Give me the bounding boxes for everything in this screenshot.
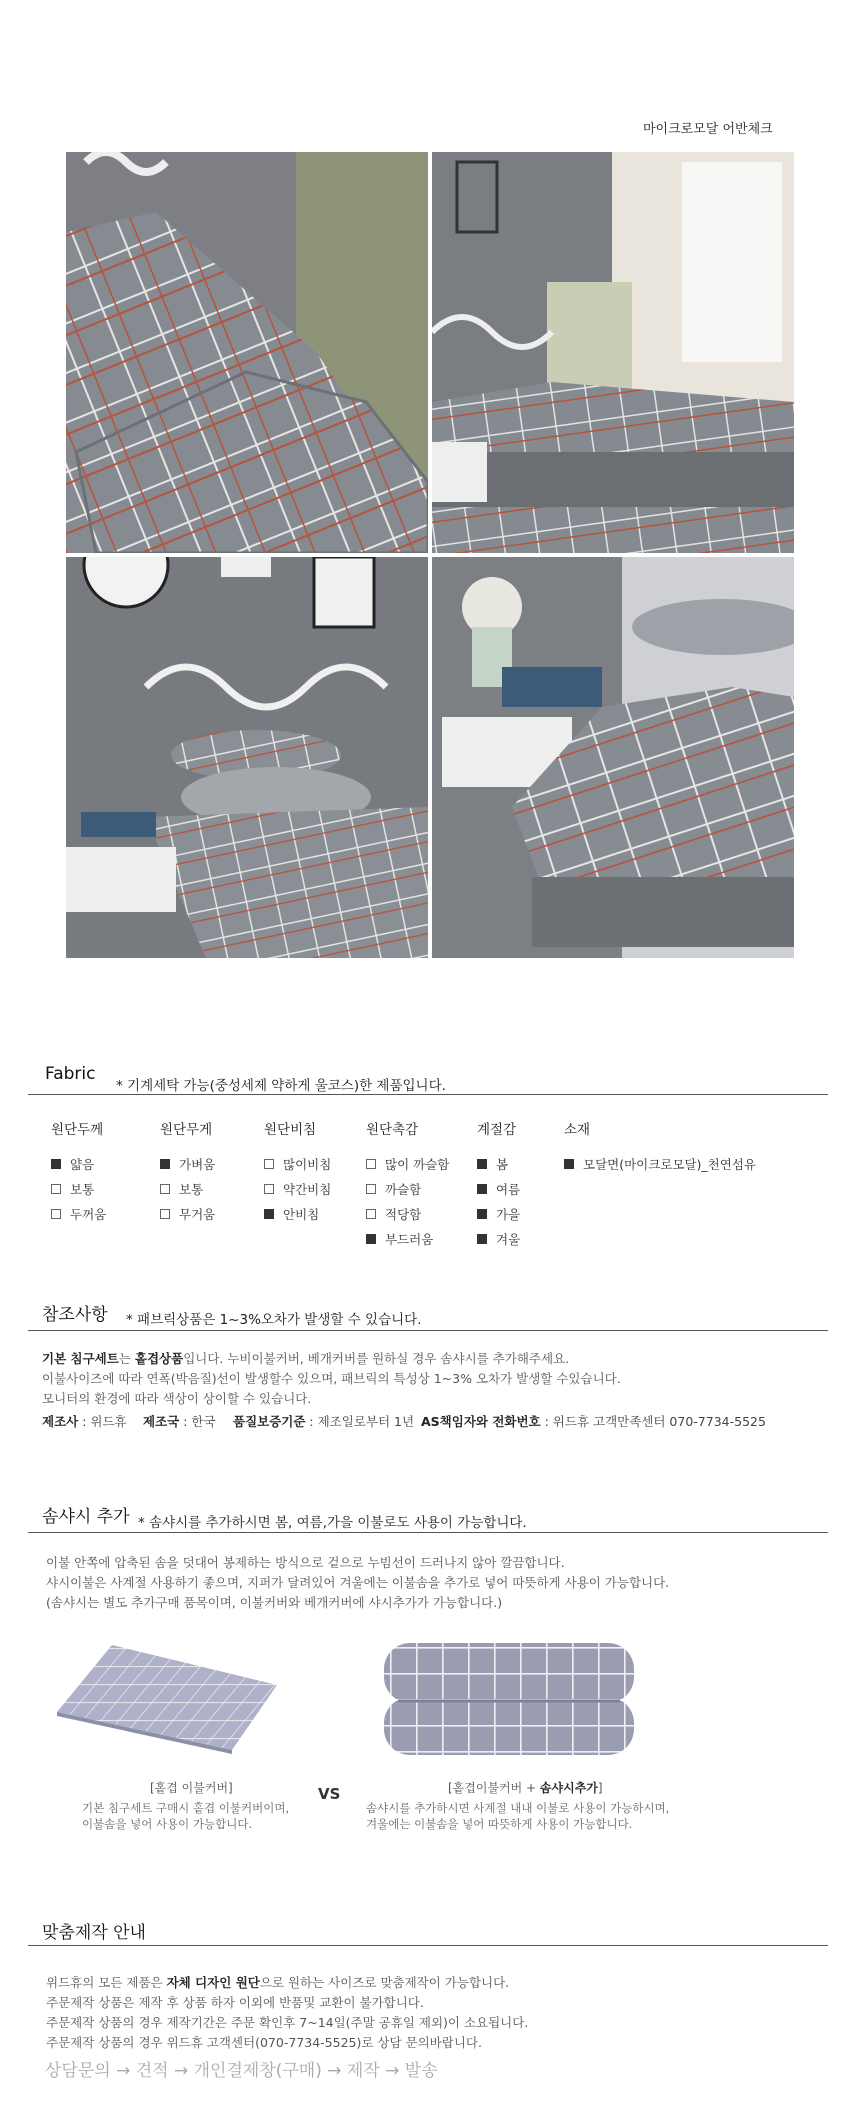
checkbox-empty <box>366 1209 376 1219</box>
col-header-weight: 원단무게 <box>160 1122 213 1138</box>
option-weight-normal: 보통 <box>160 1180 203 1198</box>
fabric-note: * 기계세탁 가능(중성세제 약하게 울코스)한 제품입니다. <box>116 1078 446 1094</box>
option-season-autumn: 가을 <box>477 1205 520 1223</box>
option-texture-soft: 부드러움 <box>366 1230 433 1248</box>
checkbox-empty <box>366 1184 376 1194</box>
reference-line-2: 이불사이즈에 따라 연폭(박음질)선이 발생할수 있으며, 패브릭의 특성상 1~3% 오차가 발생할 수있습니다. <box>42 1371 621 1386</box>
checkbox-empty <box>160 1209 170 1219</box>
reference-divider <box>28 1330 828 1331</box>
photo-bed-window <box>432 152 794 553</box>
desc-sash-cover-2: 겨울에는 이불솜을 넣어 따뜻하게 사용이 가능합니다. <box>366 1817 633 1831</box>
col-header-thickness: 원단두께 <box>51 1122 104 1138</box>
sash-line-1: 이불 안쪽에 압축된 솜을 덧대어 봉제하는 방식으로 겉으로 누빔선이 드러나지 않아 깔끔합니다. <box>46 1555 565 1570</box>
option-sheer-slight: 약간비침 <box>264 1180 331 1198</box>
col-header-texture: 원단촉감 <box>366 1122 419 1138</box>
option-thickness-normal: 보통 <box>51 1180 94 1198</box>
fabric-divider <box>28 1094 828 1095</box>
option-season-summer: 여름 <box>477 1180 520 1198</box>
reference-note: * 패브릭상품은 1~3%오차가 발생할 수 있습니다. <box>126 1312 422 1328</box>
checkbox-empty <box>264 1184 274 1194</box>
checkbox-checked <box>477 1209 487 1219</box>
option-season-winter: 겨울 <box>477 1230 520 1248</box>
meta-manufacturer: 제조사 : 위드휴 <box>42 1414 127 1429</box>
checkbox-checked <box>51 1159 61 1169</box>
option-material-modal: 모달면(마이크로모달)_천연섬유 <box>564 1155 756 1173</box>
option-season-spring: 봄 <box>477 1155 508 1173</box>
reference-line-3: 모니터의 환경에 따라 색상이 상이할 수 있습니다. <box>42 1391 312 1406</box>
checkbox-checked <box>477 1184 487 1194</box>
checkbox-empty <box>51 1184 61 1194</box>
checkbox-empty <box>160 1184 170 1194</box>
checkbox-empty <box>51 1209 61 1219</box>
meta-warranty: 품질보증기준 : 제조일로부터 1년 <box>233 1414 415 1429</box>
checkbox-checked <box>477 1234 487 1244</box>
custom-line-2: 주문제작 상품은 제작 후 상품 하자 이외에 반품및 교환이 불가합니다. <box>46 1995 424 2010</box>
fabric-title: Fabric <box>45 1064 96 1084</box>
sash-note: * 솜샤시를 추가하시면 봄, 여름,가을 이불로도 사용이 가능합니다. <box>138 1515 527 1531</box>
checkbox-empty <box>264 1159 274 1169</box>
sash-title: 솜샤시 추가 <box>42 1507 130 1527</box>
product-name: 마이크로모달 어반체크 <box>643 122 773 137</box>
sash-divider <box>28 1532 828 1533</box>
photo-bed-clock <box>66 557 428 958</box>
option-thickness-thick: 두꺼움 <box>51 1205 106 1223</box>
vs-label: VS <box>318 1785 341 1803</box>
photo-bed-side <box>432 557 794 958</box>
custom-line-1: 위드휴의 모든 제품은 자체 디자인 원단으로 원하는 사이즈로 맞춤제작이 가능합니다. <box>46 1975 510 1990</box>
caption-sash-cover: [홑겹이불커버 + 솜샤시추가] <box>448 1781 603 1795</box>
option-sheer-none: 안비침 <box>264 1205 319 1223</box>
sash-line-2: 샤시이불은 사계절 사용하기 좋으며, 지퍼가 달려있어 겨울에는 이불솜을 추가로 넣어 따뜻하게 사용이 가능합니다. <box>46 1575 670 1590</box>
image-sash-quilt <box>378 1635 640 1760</box>
col-header-season: 계절감 <box>477 1122 517 1138</box>
option-thickness-thin: 얇음 <box>51 1155 94 1173</box>
meta-as-contact: AS책임자와 전화번호 : 위드휴 고객만족센터 070-7734-5525 <box>421 1414 766 1429</box>
meta-country: 제조국 : 한국 <box>143 1414 216 1429</box>
checkbox-empty <box>366 1159 376 1169</box>
checkbox-checked <box>366 1234 376 1244</box>
checkbox-checked <box>477 1159 487 1169</box>
option-weight-heavy: 무거움 <box>160 1205 215 1223</box>
custom-line-3: 주문제작 상품의 경우 제작기간은 주문 확인후 7~14일(주말 공휴일 제외)이 소요됩니다. <box>46 2015 529 2030</box>
checkbox-checked <box>264 1209 274 1219</box>
option-texture-rough: 까슬함 <box>366 1180 421 1198</box>
caption-single-cover: [홑겹 이불커버] <box>150 1781 233 1795</box>
checkbox-checked <box>564 1159 574 1169</box>
desc-single-cover-1: 기본 침구세트 구매시 홑겹 이불커버이며, <box>82 1801 290 1815</box>
sash-line-3: (솜샤시는 별도 추가구매 품목이며, 이불커버와 베개커버에 샤시추가가 가능합니다.) <box>46 1595 503 1610</box>
option-texture-very-rough: 많이 까슬함 <box>366 1155 449 1173</box>
reference-title: 참조사항 <box>42 1305 108 1325</box>
col-header-material: 소재 <box>564 1122 591 1138</box>
option-sheer-high: 많이비침 <box>264 1155 331 1173</box>
custom-line-4: 주문제작 상품의 경우 위드휴 고객센터(070-7734-5525)로 상담 문의바랍니다. <box>46 2035 482 2050</box>
reference-line-1: 기본 침구세트는 홑겹상품입니다. 누비이불커버, 베개커버를 원하실 경우 솜샤시를 추가해주세요. <box>42 1351 570 1366</box>
image-single-layer-cover <box>52 1640 284 1755</box>
desc-sash-cover-1: 솜샤시를 추가하시면 사계절 내내 이불로 사용이 가능하시며, <box>366 1801 670 1815</box>
custom-title: 맞춤제작 안내 <box>42 1923 146 1943</box>
order-flow: 상담문의 → 견적 → 개인결제창(구매) → 제작 → 발송 <box>45 2061 438 2081</box>
option-weight-light: 가벼움 <box>160 1155 215 1173</box>
checkbox-checked <box>160 1159 170 1169</box>
option-texture-moderate: 적당함 <box>366 1205 421 1223</box>
custom-divider <box>28 1945 828 1946</box>
col-header-sheerness: 원단비침 <box>264 1122 317 1138</box>
desc-single-cover-2: 이불솜을 넣어 사용이 가능합니다. <box>82 1817 253 1831</box>
photo-pillow-closeup <box>66 152 428 553</box>
